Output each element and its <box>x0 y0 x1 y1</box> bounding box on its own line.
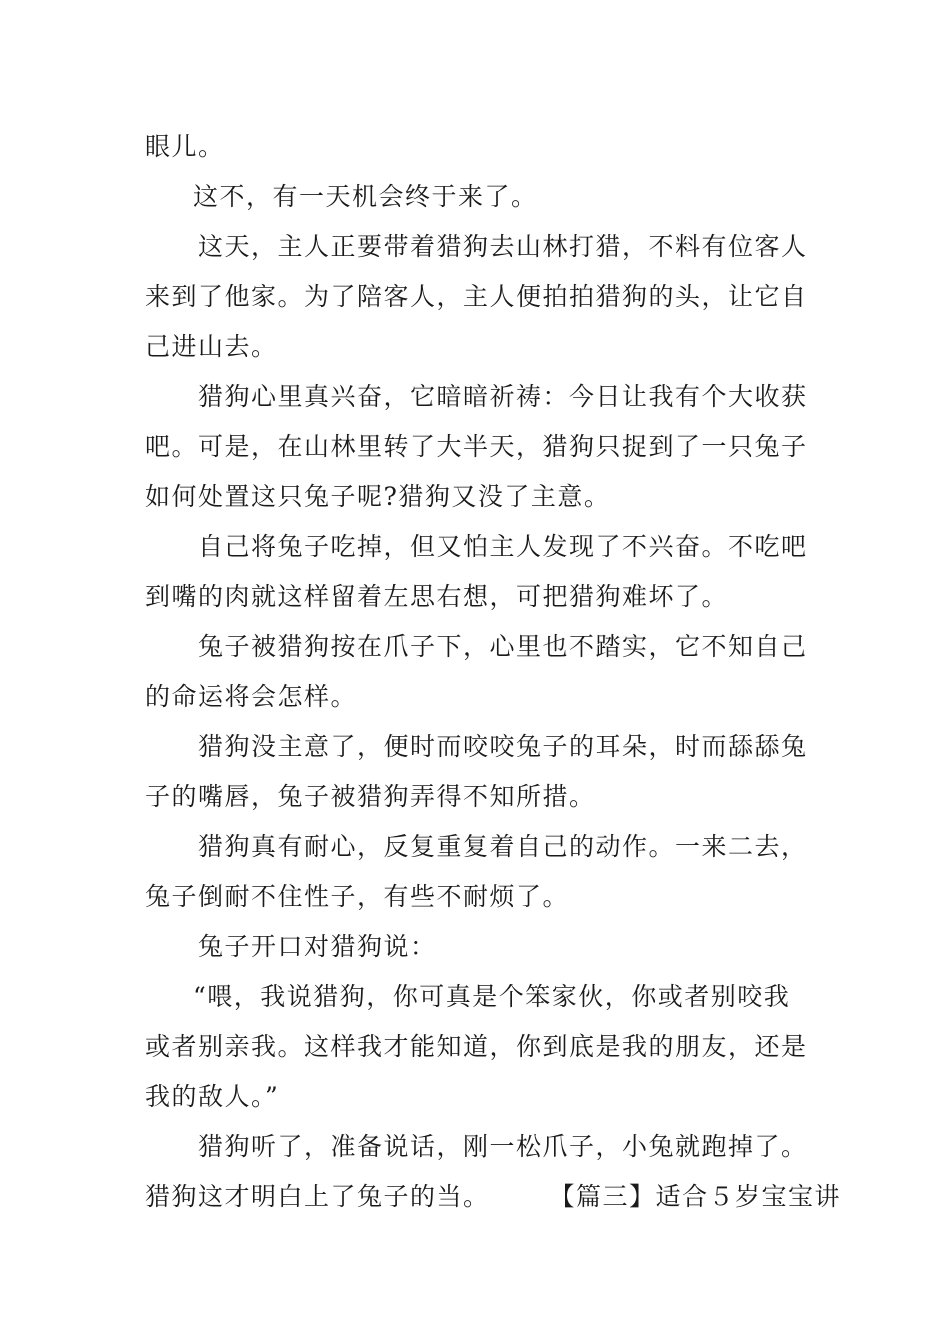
text-line: 猎狗没主意了，便时而咬咬兔子的耳朵，时而舔舔兔 <box>198 732 808 761</box>
paragraph <box>145 222 810 372</box>
final-line-text: 猎狗这才明白上了兔子的当。 <box>145 1182 490 1211</box>
paragraph <box>145 922 810 972</box>
text-line: 吧。可是，在山林里转了大半天，猎狗只捉到了一只兔子 <box>145 432 808 461</box>
text-line: 猎狗听了，准备说话，刚一松爪子，小兔就跑掉了。 <box>198 1132 808 1161</box>
paragraph <box>145 722 810 822</box>
text-line <box>145 1172 842 1222</box>
paragraph <box>145 122 810 172</box>
text-line: 如何处置这只兔子呢?猎狗又没了主意。 <box>145 482 611 511</box>
text-line: 或者别亲我。这样我才能知道，你到底是我的朋友，还是 <box>145 1032 808 1061</box>
paragraph <box>145 372 810 522</box>
text-line: 这天，主人正要带着猎狗去山林打猎，不料有位客人 <box>198 232 808 261</box>
text-line: 自己将兔子吃掉，但又怕主人发现了不兴奋。不吃吧 <box>198 532 808 561</box>
paragraph <box>145 522 810 622</box>
text-line: 我的敌人。” <box>145 1082 280 1111</box>
text-line: 兔子开口对猎狗说： <box>198 932 437 961</box>
text-line: 猎狗真有耐心，反复重复着自己的动作。一来二去， <box>198 832 808 861</box>
text-line: 子的嘴唇，兔子被猎狗弄得不知所措。 <box>145 782 596 811</box>
text-line: “喂，我说猎狗，你可真是个笨家伙，你或者别咬我 <box>193 982 791 1011</box>
text-line: 到嘴的肉就这样留着左思右想，可把猎狗难坏了。 <box>145 582 729 611</box>
paragraph <box>145 622 810 722</box>
paragraph <box>145 1122 842 1222</box>
text-line: 来到了他家。为了陪客人，主人便拍拍猎狗的头，让它自 <box>145 282 808 311</box>
section-heading: 【篇三】适合５岁宝宝讲 <box>549 1182 842 1211</box>
paragraph <box>145 822 810 922</box>
text-line: 兔子倒耐不住性子，有些不耐烦了。 <box>145 882 570 911</box>
paragraph <box>145 972 810 1122</box>
text-line: 兔子被猎狗按在爪子下，心里也不踏实，它不知自己 <box>198 632 808 661</box>
text-line: 的命运将会怎样。 <box>145 682 358 711</box>
text-line: 己进山去。 <box>145 332 278 361</box>
text-line: 猎狗心里真兴奋，它暗暗祈祷：今日让我有个大收获 <box>198 382 808 411</box>
paragraph <box>145 172 810 222</box>
document-body <box>145 122 842 1222</box>
text-line: 眼儿。 <box>145 132 225 161</box>
text-line: 这不，有一天机会终于来了。 <box>193 182 538 211</box>
